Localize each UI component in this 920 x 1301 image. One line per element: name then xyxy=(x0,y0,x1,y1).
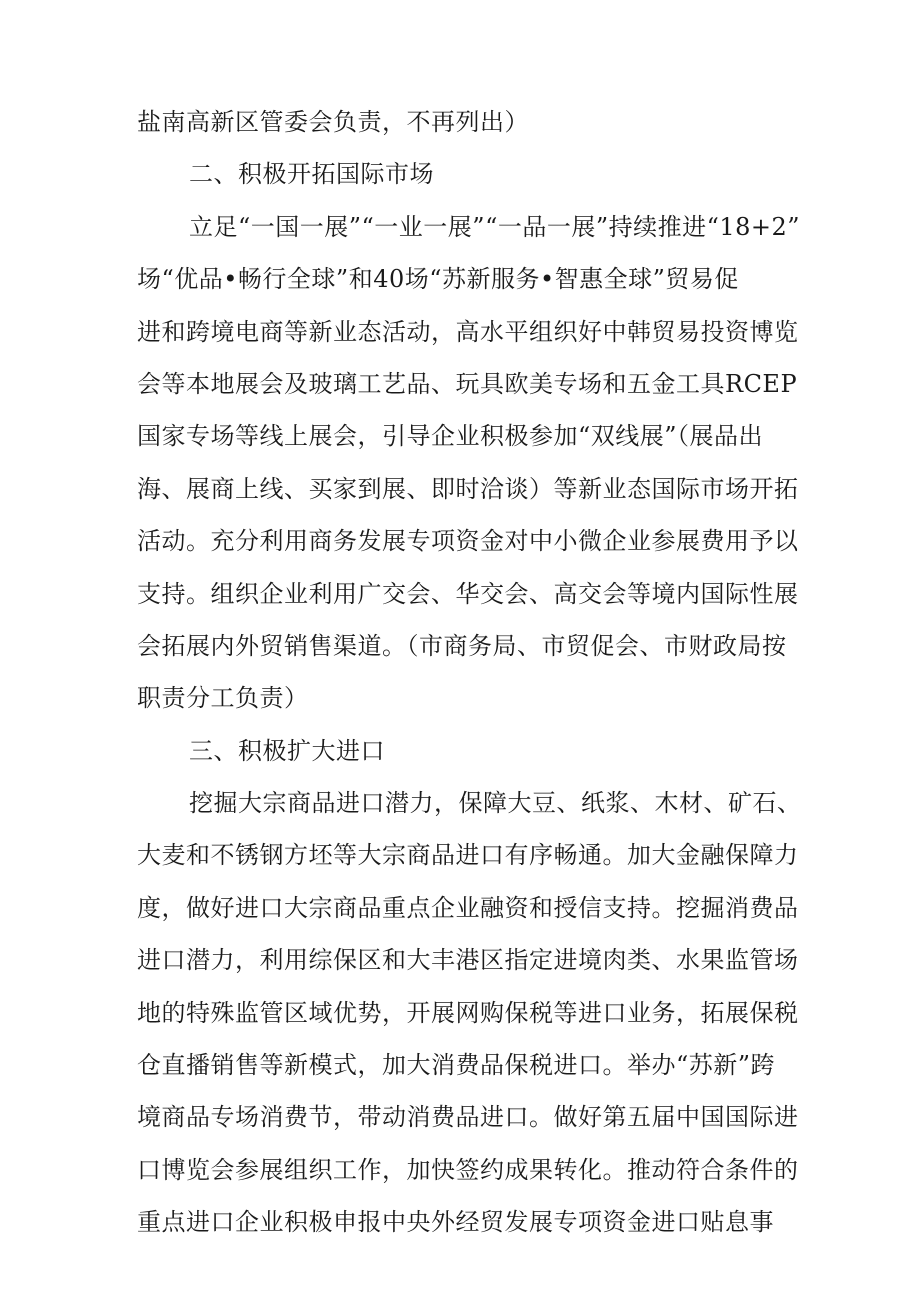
section-heading-3: 三、积极扩大进口 xyxy=(189,736,385,765)
text-line: 职责分工负责） xyxy=(137,684,309,713)
text-line: 度，做好进口大宗商品重点企业融资和授信支持。挖掘消费品 xyxy=(137,893,799,922)
text-line: 仓直播销售等新模式，加大消费品保税进口。举办“苏新”跨 xyxy=(137,1051,776,1080)
text-line: 海、展商上线、买家到展、即时洽谈）等新业态国际市场开拓 xyxy=(137,474,799,503)
text-line: 活动。充分利用商务发展专项资金对中小微企业参展费用予以 xyxy=(137,527,799,556)
text-line: 口博览会参展组织工作，加快签约成果转化。推动符合条件的 xyxy=(137,1155,799,1184)
body-text xyxy=(137,96,802,1249)
text-line: 会等本地展会及玻璃工艺品、玩具欧美专场和五金工具RCEP xyxy=(137,369,798,398)
text-line: 境商品专场消费节，带动消费品进口。做好第五届中国国际进 xyxy=(137,1103,799,1132)
text-line: 重点进口企业积极申报中央外经贸发展专项资金进口贴息事 xyxy=(137,1208,774,1237)
text-line: 地的特殊监管区域优势，开展网购保税等进口业务，拓展保税 xyxy=(137,998,799,1027)
section-heading-2: 二、积极开拓国际市场 xyxy=(189,160,434,189)
text-line: 大麦和不锈钢方坯等大宗商品进口有序畅通。加大金融保障力 xyxy=(137,841,799,870)
text-line: 场“优品•畅行全球”和40场“苏新服务•智惠全球”贸易促 xyxy=(137,265,739,294)
text-line: 进口潜力，利用综保区和大丰港区指定进境肉类、水果监管场 xyxy=(137,946,799,975)
text-line: 支持。组织企业利用广交会、华交会、高交会等境内国际性展 xyxy=(137,579,799,608)
text-line: 进和跨境电商等新业态活动，高水平组织好中韩贸易投资博览 xyxy=(137,317,799,346)
text-line: 挖掘大宗商品进口潜力，保障大豆、纸浆、木材、矿石、 xyxy=(189,789,802,818)
text-line: 立足“一国一展”“一业一展”“一品一展”持续推进“18+2” xyxy=(189,212,801,241)
text-line: 会拓展内外贸销售渠道。（市商务局、市贸促会、市财政局按 xyxy=(137,631,787,660)
text-line: 国家专场等线上展会，引导企业积极参加“双线展”（展品出 xyxy=(137,422,764,451)
text-line: 盐南高新区管委会负责，不再列出） xyxy=(137,108,529,136)
